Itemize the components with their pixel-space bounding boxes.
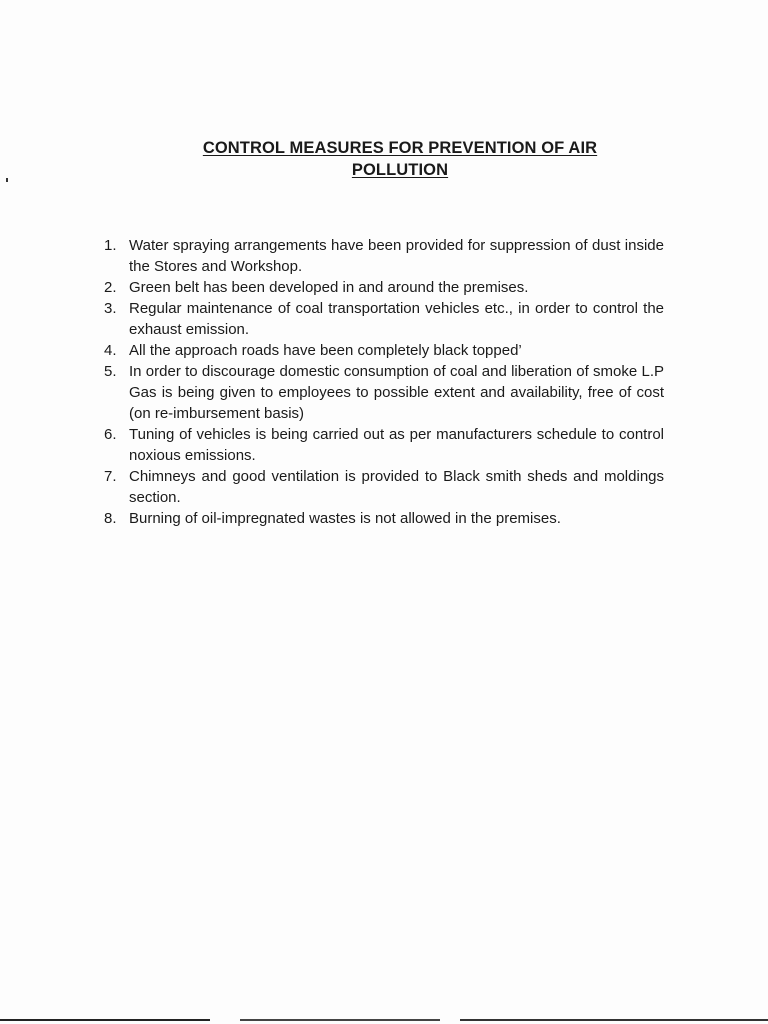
list-item-number: 4. bbox=[104, 342, 117, 359]
list-item-text: Green belt has been developed in and around the premises. bbox=[129, 279, 529, 296]
list-item-text: Water spraying arrangements have been provided for suppression of dust inside the Stores and Workshop. bbox=[129, 237, 664, 275]
list-item-number: 7. bbox=[104, 468, 117, 485]
list-item bbox=[104, 340, 664, 361]
list-item-text: Tuning of vehicles is being carried out as per manufacturers schedule to control noxious emissions. bbox=[129, 426, 664, 464]
list-item-number: 2. bbox=[104, 279, 117, 296]
list-item-text: Regular maintenance of coal transportation vehicles etc., in order to control the exhaust emission. bbox=[129, 300, 664, 338]
list-item-text: All the approach roads have been completely black topped’ bbox=[129, 342, 522, 359]
list-item-text: Chimneys and good ventilation is provided to Black smith sheds and moldings section. bbox=[129, 468, 664, 506]
list-item-number: 3. bbox=[104, 300, 117, 317]
title-line-2: POLLUTION bbox=[351, 161, 449, 179]
list-item bbox=[104, 361, 664, 424]
list-item bbox=[104, 466, 664, 508]
list-item bbox=[104, 508, 664, 529]
list-item bbox=[104, 277, 664, 298]
title-line-1: CONTROL MEASURES FOR PREVENTION OF AIR bbox=[202, 139, 598, 157]
list-item bbox=[104, 424, 664, 466]
list-item-number: 8. bbox=[104, 510, 117, 527]
list-item-text: In order to discourage domestic consumption of coal and liberation of smoke L.P Gas is being given to employees to possible extent and availability, free of cost (on re-imbursement basis) bbox=[129, 363, 664, 422]
scan-speck bbox=[6, 178, 8, 182]
list-item-number: 5. bbox=[104, 363, 117, 380]
list-item-number: 1. bbox=[104, 237, 117, 254]
list-item-text: Burning of oil-impregnated wastes is not allowed in the premises. bbox=[129, 510, 561, 527]
list-item bbox=[104, 298, 664, 340]
control-measures-list bbox=[104, 235, 664, 529]
page-bottom-rule bbox=[0, 1019, 768, 1021]
document-title bbox=[150, 137, 650, 181]
list-item-number: 6. bbox=[104, 426, 117, 443]
list-item bbox=[104, 235, 664, 277]
